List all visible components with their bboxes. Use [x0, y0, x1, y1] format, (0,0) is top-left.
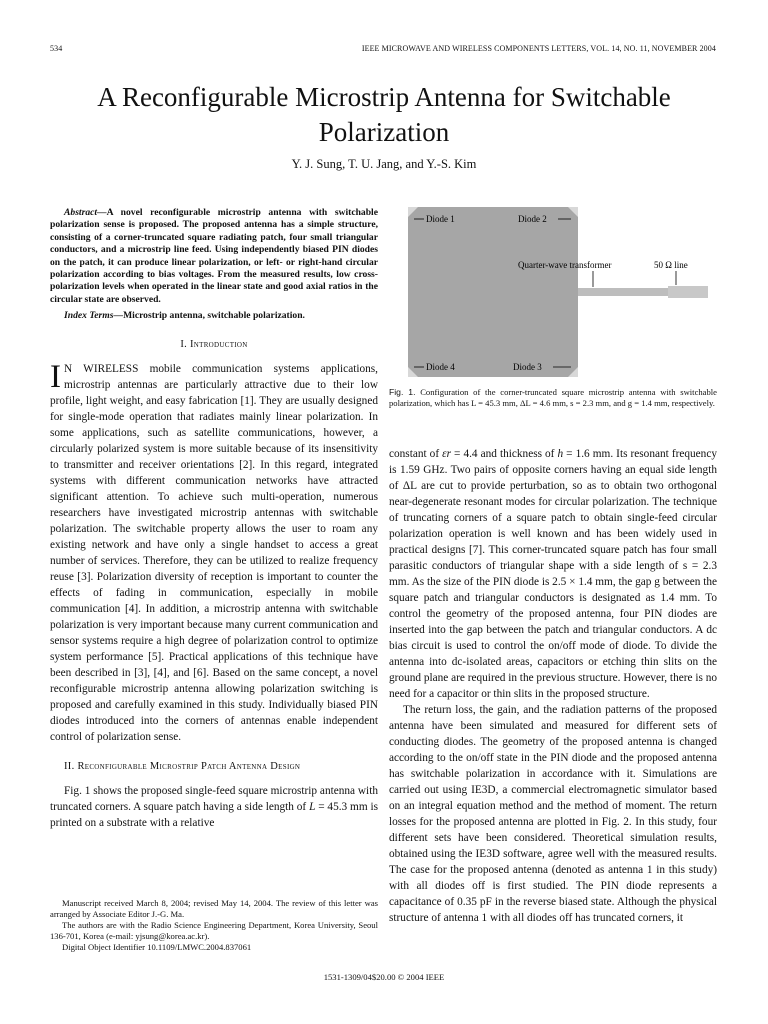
figure-1-antenna-diagram [408, 207, 708, 377]
design-text-b: = 45.3 mm is printed on a substrate with a relative [50, 800, 379, 829]
footnote-affiliation: The authors are with the Radio Science Engineering Department, Korea University, Seoul 136-701, Korea (e-mail: yjsung@korea.ac.kr). [50, 920, 378, 941]
abstract [50, 207, 378, 306]
section-heading-introduction: I. Introduction [180, 338, 248, 350]
quarter-wave-transformer [578, 288, 668, 296]
paper-authors: Y. J. Sung, T. U. Jang, and Y.-S. Kim [291, 157, 477, 171]
paper-title: A Reconfigurable Microstrip Antenna for Switchable Polarization [97, 82, 671, 147]
figure-1-caption [389, 387, 717, 408]
label-diode1: Diode 1 [426, 214, 455, 224]
simulation-paragraph: The return loss, the gain, and the radiation patterns of the proposed antenna have been simulated and measured for different sets of conducting diodes. The geometry of the proposed antenna is changed according to the on/off state in the PIN diode and the proposed antenna has switchable polarization in accordance with it. Simulations are carried out using IE3D, a commercial electromagnetic simulator based on an integral equation method and the method of moment. The return losses for the proposed antenna are plotted in Fig. 2. In this study, four different sets have been considered. Theoretical simulation results, obtained using the IE3D software, agree well with the measured results. The case for the proposed antenna (denoted as antenna 1 in this study) with all diodes off is first studied. The PIN diode represents a capacitance of 0.35 pF in the reverse biased state. Although the physical structure of antenna 1 with all diodes off has truncated corners, it [389, 704, 717, 924]
footnote [50, 898, 378, 953]
math-epsilon: εr [442, 448, 451, 460]
copyright-footer: 1531-1309/04$20.00 © 2004 IEEE [323, 972, 445, 982]
math-L: L [309, 800, 316, 813]
label-diode3: Diode 3 [513, 362, 542, 372]
design-text-a: Fig. 1 shows the proposed single-feed square microstrip antenna with truncated corners. A square patch having a side length of [50, 784, 378, 813]
journal-header: IEEE MICROWAVE AND WIRELESS COMPONENTS LETTERS, VOL. 14, NO. 11, NOVEMBER 2004 [361, 44, 716, 53]
drop-cap: I [50, 358, 61, 395]
abstract-text: A novel reconfigurable microstrip antenna with switchable polarization sense is proposed. The proposed antenna has a simple structure, consisting of a corner-truncated square radiating patch, four small triangular conductors, and a microstrip line feed. Using independently biased PIN diodes on the patch, it can produce linear polarization, or left- or right-hand circular polarization according to bias voltages. From the measured results, low cross-polarization levels when operated in the linear state and good axial ratios in the circular state are observed. [50, 207, 378, 305]
right-column [389, 446, 717, 926]
left-column [50, 207, 378, 831]
figure-1-caption-text: Configuration of the corner-truncated square microstrip antenna with switchable polarization, which has L = 45.3 mm, ΔL = 4.6 mm, s = 2.3 mm, and g = 1.4 mm, respectively. [389, 387, 717, 408]
label-transformer: Quarter-wave transformer [518, 260, 612, 270]
footnote-received: Manuscript received March 8, 2004; revised May 14, 2004. The review of this letter was arranged by Associate Editor J.-G. Ma. [50, 898, 378, 919]
index-terms [50, 310, 378, 322]
section-heading-design: II. Reconfigurable Microstrip Patch Antenna Design [64, 760, 301, 772]
math-h: h [557, 448, 564, 460]
index-terms-text: Microstrip antenna, switchable polarization. [123, 310, 305, 322]
intro-paragraph [50, 358, 378, 745]
design-paragraph [50, 783, 378, 831]
label-50-ohm-line: 50 Ω line [654, 260, 688, 270]
label-diode2: Diode 2 [518, 214, 547, 224]
design-continued-paragraph [389, 446, 717, 702]
index-terms-label: Index Terms— [64, 310, 124, 322]
figure-1-caption-label: Fig. 1. [389, 387, 416, 397]
feed-line-50-ohm [668, 286, 708, 298]
abstract-label: Abstract— [64, 207, 107, 218]
label-diode4: Diode 4 [426, 362, 455, 372]
intro-text: N WIRELESS mobile communication systems applications, microstrip antennas are particularly attractive due to their low profile, light weight, and easy fabrication [1]. They are usually designed for single-mode operation that radiates mainly linear polarization. In some applications, such as satellite communications, however, a circularly polarized system is more suitable because of its insensitivity to transmitter and receiver orientations [2]. In this regard, integrated systems with different communication networks have attracted significant attention. To achieve such multi-operation, numerous researchers have investigated microstrip antennas with switchable polarization. The switchable property allows the user to roam any existing network and have only a single handset to access a great number of services. Therefore, they can be utilized to realize frequency reuse [3]. Polarization diversity of reception is important to counter the effects of fading in communication, especially in mobile communication [4]. In addition, a microstrip antenna with switchable polarization is very important because many current communication and sensor systems require a high degree of polarization control to optimize system performance [5]. Practical applications of this technique have been described in [3], [4], and [6]. Based on the same concept, a novel reconfigurable microstrip antenna allowing polarization switching is proposed and carefully examined in this study. Individually biased PIN diodes introduced into the corners of antennas enable independent control of polarization sense. [50, 362, 378, 743]
right-text-a: constant of [389, 448, 443, 460]
antenna-patch [408, 207, 578, 377]
footnote-doi: Digital Object Identifier 10.1109/LMWC.2004.837061 [62, 942, 252, 952]
right-text-c: = 1.6 mm. Its resonant frequency is 1.59 GHz. Two pairs of opposite corners having an equal side length of ΔL are cut to provide perturbation, so as to obtain two orthogonal near-degenerate resonant modes for circular polarization. The technique of truncating corners of a square patch to obtain single-feed circular polarization operation is well known and has been widely used in practical designs [7]. This corner-truncated square patch has four small parasitic conductors of triangular shape with a side length of s = 2.3 mm. As the size of the PIN diode is 2.5 × 1.4 mm, the gap g between the square patch and triangular conductors is designated as 1.4 mm. To control the geometry of the proposed antenna, four PIN diodes are inserted into the gap between the patch and triangular conductors. A dc bias circuit is used to control the on/off mode of diode. To divide the antenna into dc-isolated areas, capacitors or etching thin slits on the ground plane are required in the previous structure. However, there is no need for a capacitor or thin slits in the proposed structure. [389, 448, 717, 700]
page-number: 534 [50, 44, 63, 53]
right-text-b: = 4.4 and thickness of [451, 448, 558, 460]
